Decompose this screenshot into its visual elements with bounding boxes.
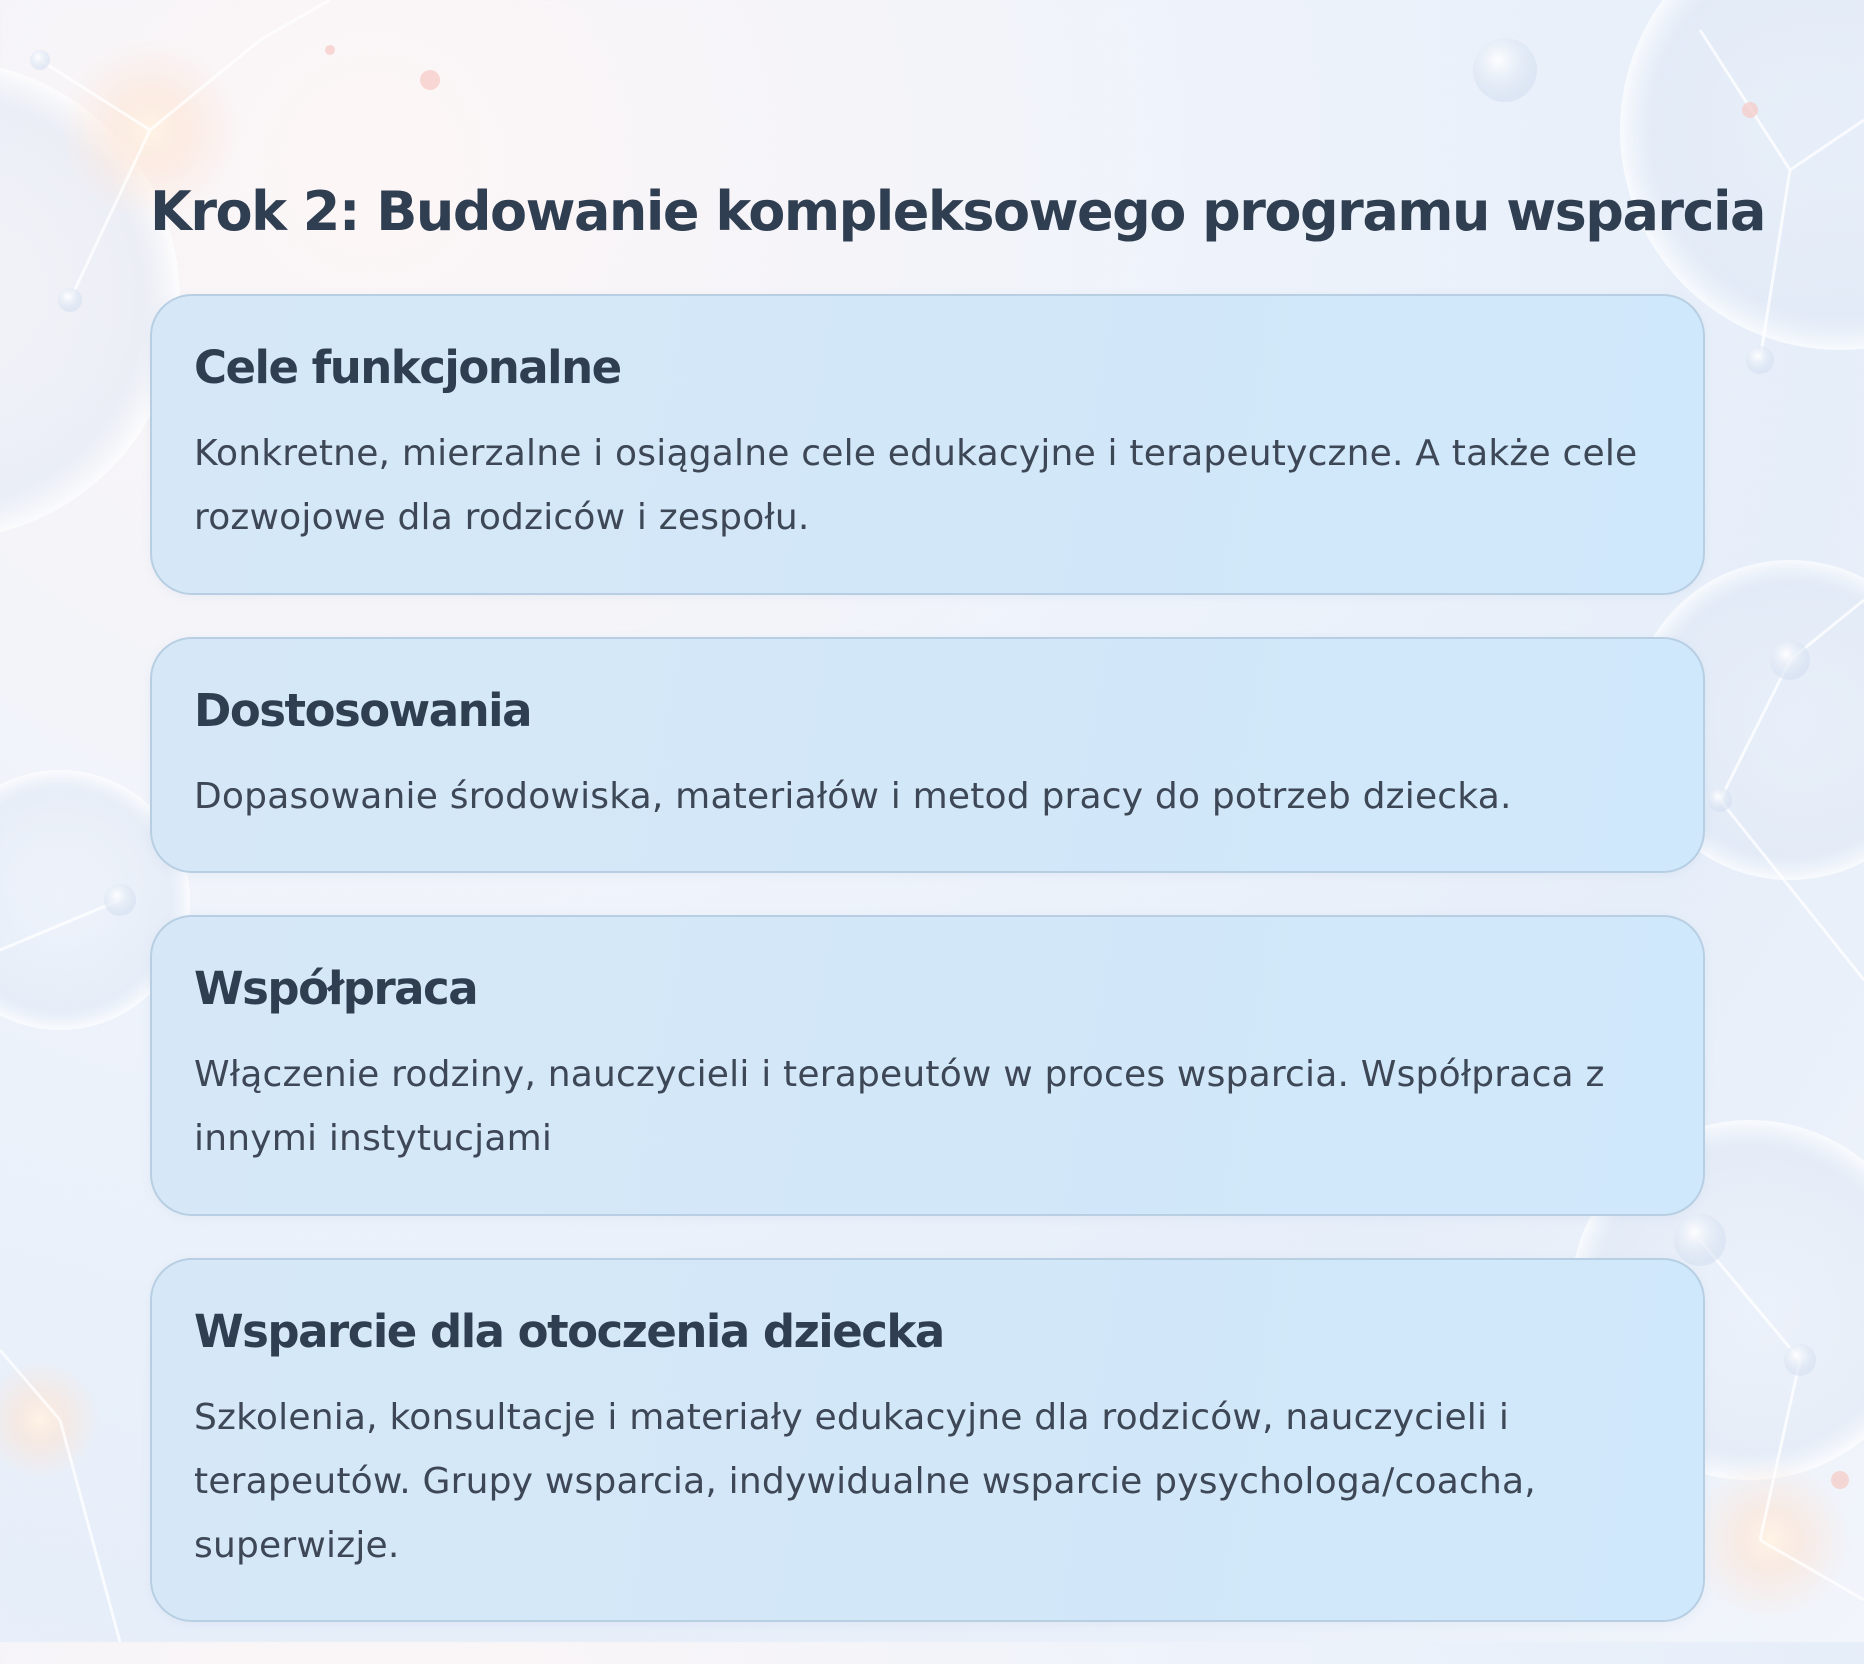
card-wsparcie-otoczenia	[150, 1258, 1705, 1622]
card-description: Dopasowanie środowiska, materiałów i metod pracy do potrzeb dziecka.	[194, 776, 1512, 817]
card-cele-funkcjonalne	[150, 294, 1705, 595]
card-heading: Wsparcie dla otoczenia dziecka	[194, 1305, 944, 1358]
card-description: Szkolenia, konsultacje i materiały edukacyjne dla rodziców, nauczycieli i terapeutów. Grupy wsparcia, indywidualne wsparcie pysychologa/coacha, superwizje.	[194, 1397, 1536, 1566]
card-heading: Dostosowania	[194, 684, 531, 737]
cards-list	[150, 294, 1705, 1622]
card-description: Konkretne, mierzalne i osiągalne cele edukacyjne i terapeutyczne. A także cele rozwojowe dla rodziców i zespołu.	[194, 433, 1638, 538]
page-title: Krok 2: Budowanie kompleksowego programu wsparcia	[150, 180, 1765, 243]
slide	[150, 170, 1765, 1664]
card-description: Włączenie rodziny, nauczycieli i terapeutów w proces wsparcia. Współpraca z innymi instytucjami	[194, 1054, 1605, 1159]
card-heading: Cele funkcjonalne	[194, 341, 621, 394]
card-dostosowania	[150, 637, 1705, 873]
card-wspolpraca	[150, 915, 1705, 1216]
card-heading: Współpraca	[194, 962, 478, 1015]
